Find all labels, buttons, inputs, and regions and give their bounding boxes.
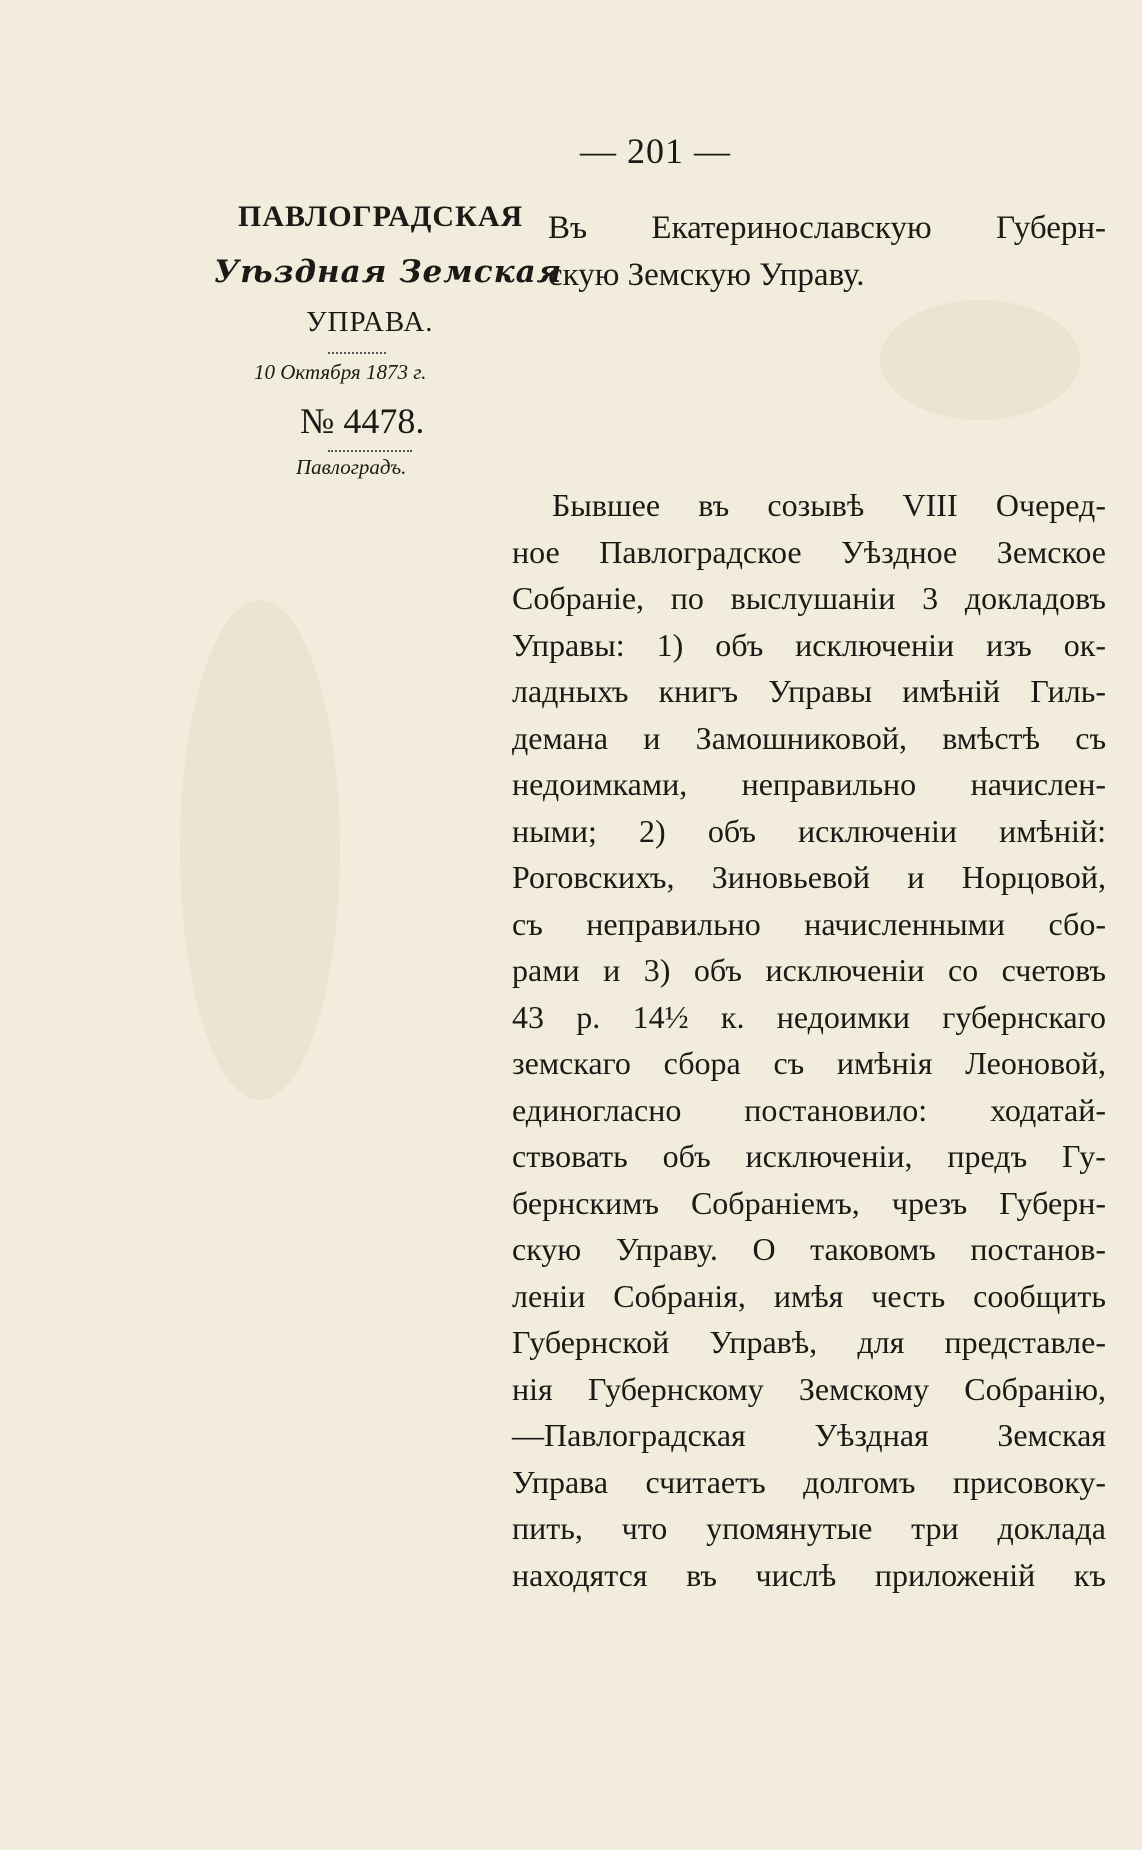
letter-body xyxy=(512,482,1106,1598)
body-line: находятся въ числѣ приложеній къ xyxy=(512,1556,1106,1593)
sender-name-line2: Уѣздная Земская xyxy=(214,254,563,290)
body-line: ное Павлоградское Уѣздное Земское xyxy=(512,533,1106,570)
body-line: нія Губернскому Земскому Собранію, xyxy=(512,1370,1106,1407)
body-line: Роговскихъ, Зиновьевой и Норцовой, xyxy=(512,859,1106,895)
body-line: рами и 3) объ исключеніи со счетовъ xyxy=(512,952,1106,988)
body-line: пить, что упомянутые три доклада xyxy=(512,1510,1106,1546)
body-line: скую Управу. О таковомъ постанов- xyxy=(512,1231,1106,1267)
dotted-rule xyxy=(328,450,412,452)
body-line: съ неправильно начисленными сбо- xyxy=(512,905,1106,942)
sender-name-line3: УПРАВА. xyxy=(306,306,434,338)
body-line: 43 р. 14½ к. недоимки губернскаго xyxy=(512,998,1106,1035)
paper-stain xyxy=(180,600,340,1100)
addressee-word: Екатеринославскую xyxy=(651,210,932,246)
letter-date: 10 Октября 1873 г. xyxy=(254,360,427,384)
addressee-line: скую Земскую Управу. xyxy=(548,257,865,293)
body-line: ладныхъ книгъ Управы имѣній Гиль- xyxy=(512,673,1106,709)
addressee-word: Губерн- xyxy=(995,210,1106,246)
addressee-block xyxy=(548,205,1106,299)
body-line: демана и Замошниковой, вмѣстѣ съ xyxy=(512,719,1106,756)
body-line: земскаго сбора съ имѣнія Леоновой, xyxy=(512,1045,1106,1081)
body-line: Собраніе, по выслушаніи 3 докладовъ xyxy=(512,580,1106,616)
body-line: —Павлоградская Уѣздная Земская xyxy=(512,1417,1106,1453)
page-number: — 201 — xyxy=(580,131,731,171)
body-line: Бывшее въ созывѣ VIII Очеред- xyxy=(552,487,1106,523)
body-line: леніи Собранія, имѣя честь сообщить xyxy=(512,1277,1106,1314)
body-line: ными; 2) объ исключеніи имѣній: xyxy=(512,812,1106,849)
body-line: недоимками, неправильно начислен- xyxy=(512,766,1106,802)
paper-stain xyxy=(880,300,1080,420)
sender-name-line1: ПАВЛОГРАДСКАЯ xyxy=(238,200,524,233)
body-line: бернскимъ Собраніемъ, чрезъ Губерн- xyxy=(512,1184,1106,1221)
addressee-word: Въ xyxy=(548,210,588,246)
addressee-line xyxy=(548,205,1106,252)
dotted-rule xyxy=(328,352,386,354)
body-line: Губернской Управѣ, для представле- xyxy=(512,1324,1106,1360)
letter-number: № 4478. xyxy=(300,401,425,441)
body-line: единогласно постановило: ходатай- xyxy=(512,1091,1106,1128)
body-line: ствовать объ исключеніи, предъ Гу- xyxy=(512,1138,1106,1174)
body-line: Управа считаетъ долгомъ присовоку- xyxy=(512,1463,1106,1500)
body-line: Управы: 1) объ исключеніи изъ ок- xyxy=(512,626,1106,663)
letter-place: Павлоградъ. xyxy=(296,455,407,479)
